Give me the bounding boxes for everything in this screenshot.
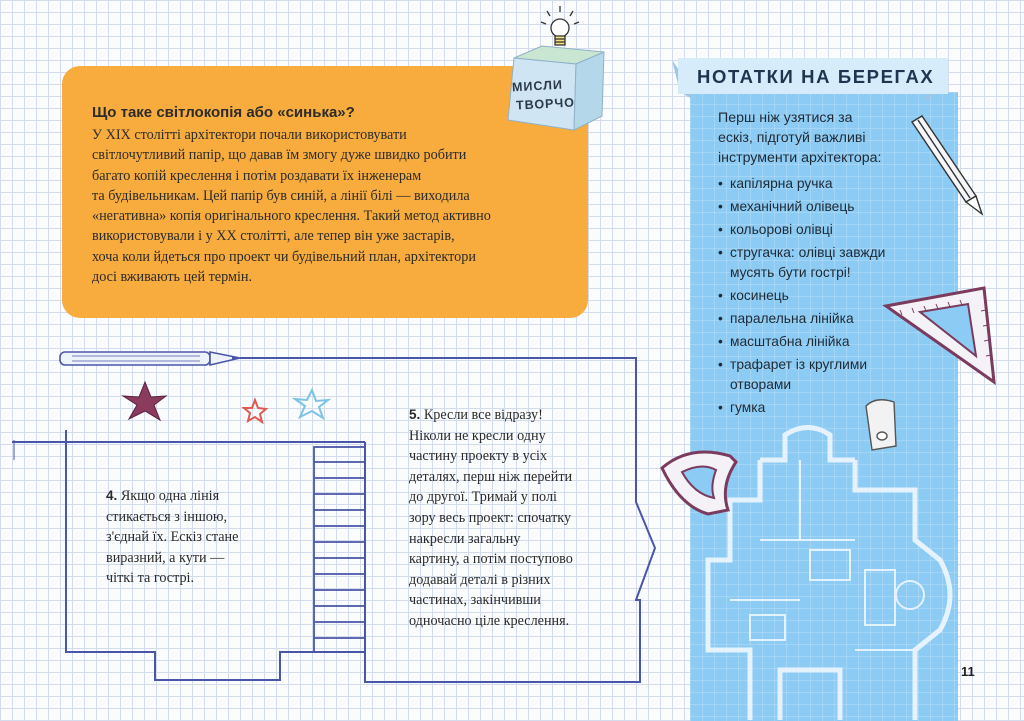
bullet: •: [718, 310, 723, 326]
info-line: використовували і у XX столітті, але тепер він уже застарів,: [92, 228, 455, 245]
list-item-text: косинець: [730, 287, 789, 303]
tip-line: Ніколи не кресли одну: [409, 427, 546, 444]
info-line: У XIX столітті архітектори почали використовувати: [92, 127, 407, 143]
info-line: багато копій креслення і потім роздавати їх інженерам: [92, 167, 422, 184]
tip-line: деталях, перш ніж перейти: [409, 468, 573, 485]
tip-5-text: [409, 405, 573, 632]
tip-line-text: Кресли все відразу!: [423, 407, 543, 423]
info-line: «негативна» копія оригінального креслення. Такий метод активно: [92, 208, 491, 225]
tool-drawings: [650, 110, 1000, 540]
tip-line: зору весь проект: спочатку: [409, 509, 572, 526]
tip-number: 5.: [409, 407, 421, 422]
tip-line: додавай деталі в різних: [409, 571, 551, 588]
think-cube-icon: [500, 2, 620, 134]
info-box-text: [92, 125, 547, 287]
info-line: хоча коли йдеться про проект чи будівельний план, архітектори: [92, 248, 476, 265]
tip-line-text: Якщо одна лінія: [120, 488, 220, 504]
bullet: •: [718, 222, 723, 238]
bullet: •: [718, 176, 723, 191]
eraser-icon: [866, 400, 896, 450]
tip-line: стикається з іншою,: [106, 508, 228, 525]
bullet: •: [718, 287, 723, 303]
bullet: •: [718, 357, 723, 373]
list-item-text: стругачка: олівці завжди: [730, 245, 886, 261]
tip-line: чіткі та гострі.: [106, 570, 195, 587]
intro-line: Перш ніж узятися за: [718, 110, 853, 126]
list-item-text: кольорові олівці: [730, 222, 833, 238]
set-square-icon: [886, 288, 994, 382]
cube-label: ТВОРЧО: [515, 95, 576, 113]
intro-line: ескіз, підготуй важливі: [718, 130, 866, 146]
tip-line: [409, 405, 573, 426]
star-icon: [295, 390, 328, 418]
tip-line: з'єднай їх. Ескіз стане: [106, 529, 239, 546]
tip-line: одночасно ціле креслення.: [409, 612, 570, 629]
tip-line: до другої. Тримай у полі: [409, 489, 557, 506]
list-item-text: мусять бути гострі!: [730, 264, 851, 280]
bullet: •: [718, 199, 723, 215]
sidebar-title: НОТАТКИ НА БЕРЕГАХ: [697, 66, 935, 87]
list-item-text: гумка: [730, 399, 766, 415]
protractor-icon: [662, 452, 736, 514]
intro-line: інструменти архітектора:: [718, 150, 882, 166]
list-item-text: капілярна ручка: [730, 176, 833, 191]
tip-4-text: [106, 486, 238, 589]
info-line: світлочутливий папір, що давав їм змогу дуже швидко робити: [92, 147, 467, 164]
star-icon: [244, 400, 266, 422]
info-line: досі вживають цей термін.: [92, 269, 253, 286]
tip-line: виразний, а кути —: [106, 549, 225, 566]
list-item-text: отворами: [730, 376, 792, 392]
cube-label: МИСЛИ: [511, 77, 564, 95]
info-line: та будівельникам. Цей папір був синій, а лінії білі — виходила: [92, 187, 470, 204]
tip-line: частинах, закінчивши: [409, 592, 541, 609]
tip-line: картину, а потім поступово: [409, 551, 573, 568]
pencil-icon: [60, 352, 240, 365]
list-item-text: механічний олівець: [730, 199, 855, 215]
list-item-text: трафарет із круглими: [730, 357, 868, 373]
star-icon: [123, 382, 166, 420]
bullet: •: [718, 334, 723, 350]
tip-line: частину проекту в усіх: [409, 448, 548, 465]
list-item-text: масштабна лінійка: [730, 334, 850, 350]
bullet: •: [718, 399, 723, 415]
lightbulb-icon: [541, 6, 579, 45]
tip-line: [106, 486, 238, 507]
bullet: •: [718, 245, 723, 261]
tip-line: накресли загальну: [409, 530, 521, 547]
pencil-icon: [912, 116, 982, 214]
list-item-text: паралельна лінійка: [730, 310, 854, 326]
stairs-icon: [314, 447, 365, 652]
tip-number: 4.: [106, 488, 118, 503]
page-number: 11: [961, 664, 975, 679]
info-box-title: Що таке світлокопія або «синька»?: [92, 104, 355, 121]
